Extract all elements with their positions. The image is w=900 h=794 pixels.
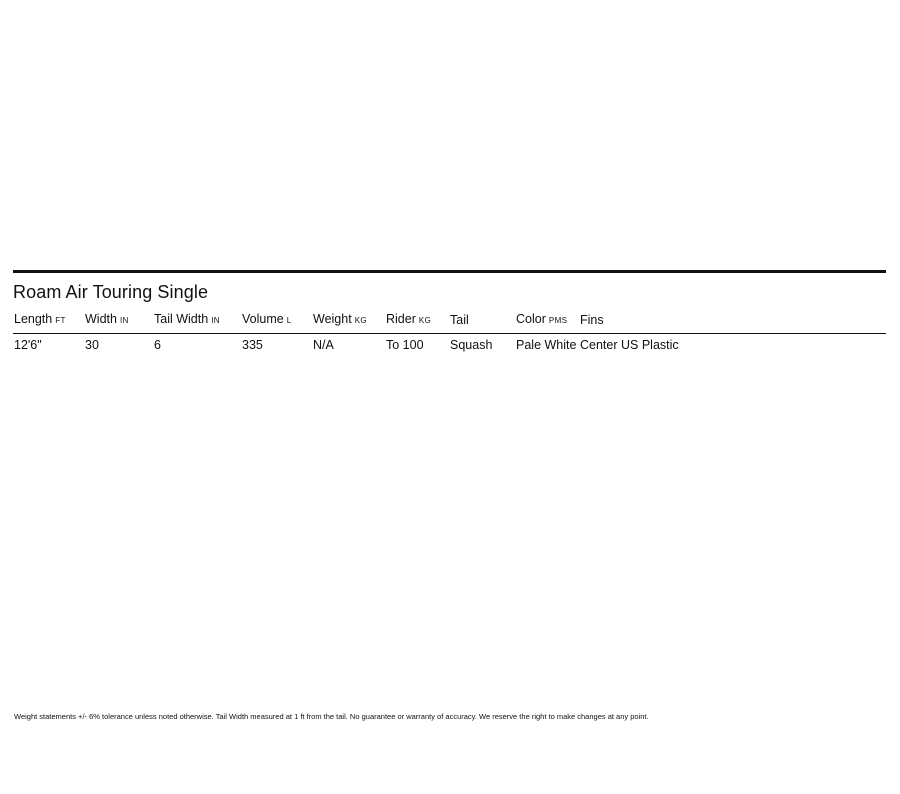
cell-width: 30 bbox=[85, 338, 99, 352]
column-unit: IN bbox=[211, 316, 220, 325]
column-header-tail-width bbox=[153, 307, 241, 334]
column-header-rider bbox=[385, 307, 449, 334]
column-label: Weight bbox=[313, 312, 352, 326]
cell-tail-width: 6 bbox=[154, 338, 161, 352]
column-label: Tail Width bbox=[154, 312, 209, 326]
top-divider bbox=[13, 270, 886, 273]
product-title: Roam Air Touring Single bbox=[13, 282, 209, 302]
disclaimer-footnote: Weight statements +/- 6% tolerance unless noted otherwise. Tail Width measured at 1 ft from the tail. No guarantee or warranty of accuracy. We reserve the right to make changes at any point. bbox=[14, 712, 649, 721]
cell-rider: To 100 bbox=[386, 338, 424, 352]
column-label: Width bbox=[85, 312, 117, 326]
cell-fins: Center US Plastic bbox=[580, 338, 679, 352]
column-header-weight bbox=[312, 307, 385, 334]
spec-table bbox=[13, 307, 886, 353]
column-unit: IN bbox=[119, 316, 129, 325]
spec-sheet bbox=[13, 270, 886, 353]
column-header-fins bbox=[579, 307, 886, 334]
column-label: Tail bbox=[450, 313, 469, 327]
cell-weight: N/A bbox=[313, 338, 334, 352]
column-unit: KG bbox=[418, 316, 432, 325]
column-label: Fins bbox=[580, 313, 604, 327]
column-header-tail bbox=[449, 307, 515, 334]
column-label: Volume bbox=[242, 312, 284, 326]
column-header-volume bbox=[241, 307, 312, 334]
column-label: Length bbox=[14, 312, 53, 326]
column-label: Color bbox=[516, 312, 546, 326]
cell-color: Pale White bbox=[516, 338, 577, 352]
column-header-width bbox=[84, 307, 153, 334]
table-header-row bbox=[13, 307, 886, 334]
column-header-length bbox=[13, 307, 84, 334]
column-unit: PMS bbox=[548, 316, 568, 325]
table-row bbox=[13, 334, 886, 354]
column-header-color bbox=[515, 307, 579, 334]
cell-tail: Squash bbox=[450, 338, 493, 352]
cell-length: 12'6" bbox=[14, 338, 42, 352]
column-unit: L bbox=[286, 316, 292, 325]
column-unit: FT bbox=[55, 316, 66, 325]
column-unit: KG bbox=[354, 316, 368, 325]
column-label: Rider bbox=[386, 312, 416, 326]
cell-volume: 335 bbox=[242, 338, 263, 352]
